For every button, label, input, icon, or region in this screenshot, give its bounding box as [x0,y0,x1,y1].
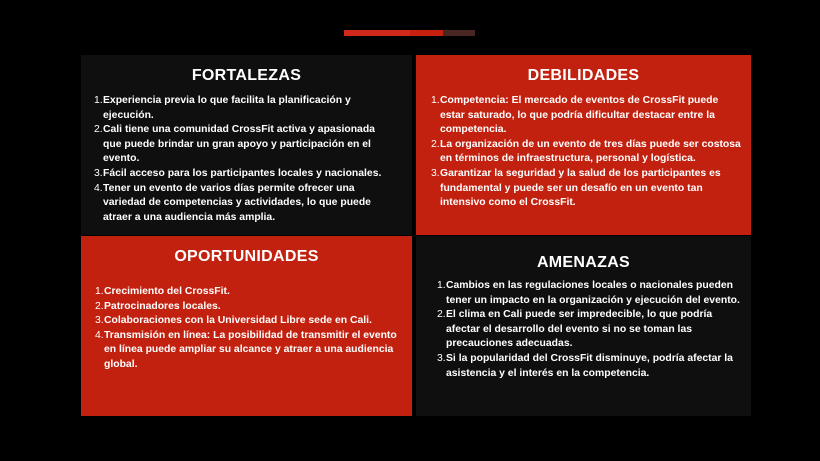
list-number: 4. [95,329,104,341]
list-number: 1. [431,95,440,106]
list-item [431,138,743,167]
list-number: 3. [431,167,440,179]
list-text: Crecimiento del CrossFit. [104,286,230,297]
list-text: Fácil acceso para los participantes locales y nacionales. [103,167,382,179]
list-item [437,279,749,308]
fortalezas-panel [81,55,412,235]
oportunidades-panel [81,236,412,416]
list-item [437,352,749,381]
list-item [95,329,407,373]
list-item [437,308,749,352]
list-number: 3. [94,167,103,179]
debilidades-list [431,94,743,211]
list-text: El clima en Cali puede ser impredecible, lo que podría afectar el desarrollo del evento si no se toman las precauciones adecuadas. [446,309,713,350]
amenazas-panel [416,236,751,416]
fortalezas-list [94,94,394,225]
list-number: 1. [437,280,446,291]
list-item [94,182,394,226]
oportunidades-title: OPORTUNIDADES [174,248,319,265]
list-item [95,285,407,300]
list-number: 2. [437,309,446,321]
list-text: Cali tiene una comunidad CrossFit activa y apasionada que puede brindar un gran apoyo y participación en el evento. [103,124,375,165]
list-number: 1. [95,286,104,297]
list-number: 3. [95,315,104,327]
list-text: Patrocinadores locales. [104,300,221,312]
progress-segment-2 [410,30,443,36]
list-number: 2. [94,124,103,136]
list-item [431,94,743,138]
list-number: 1. [94,95,103,106]
list-text: La organización de un evento de tres días puede ser costosa en términos de infraestructura, personal y logística. [440,138,741,165]
list-item [94,123,394,167]
progress-segment-1 [344,30,410,36]
list-item [431,167,743,211]
list-text: Colaboraciones con la Universidad Libre sede en Cali. [104,315,372,327]
list-text: Si la popularidad del CrossFit disminuye, podría afectar la asistencia y el interés en la competencia. [446,352,733,379]
list-text: Competencia: El mercado de eventos de CrossFit puede estar saturado, lo que podría dificultar destacar entre la competencia. [440,95,719,136]
list-number: 2. [431,138,440,150]
list-text: Tener un evento de varios días permite ofrecer una variedad de competencias y actividades, lo que puede atraer a una audiencia más amplia. [103,182,371,223]
list-number: 4. [94,182,103,194]
list-number: 2. [95,300,104,312]
list-text: Experiencia previa lo que facilita la planificación y ejecución. [103,95,351,121]
progress-segment-3 [443,30,475,36]
oportunidades-list [95,285,407,373]
list-item [95,300,407,315]
list-text: Transmisión en línea: La posibilidad de transmitir el evento en línea puede ampliar su alcance y atraer a una audiencia global. [104,329,397,370]
debilidades-title: DEBILIDADES [527,67,640,84]
list-text: Garantizar la seguridad y la salud de los participantes es fundamental y puede ser un desafío en un evento tan intensivo como el CrossFit. [440,167,721,209]
debilidades-panel [416,55,751,235]
amenazas-list [437,279,749,381]
list-item [95,314,407,329]
list-text: Cambios en las regulaciones locales o nacionales pueden tener un impacto en la organización y ejecución del evento. [446,280,740,306]
list-item [94,94,394,123]
list-number: 3. [437,352,446,364]
amenazas-title: AMENAZAS [536,254,631,271]
fortalezas-title: FORTALEZAS [191,67,302,84]
slide-progress-bar [344,30,475,36]
list-item [94,167,394,182]
